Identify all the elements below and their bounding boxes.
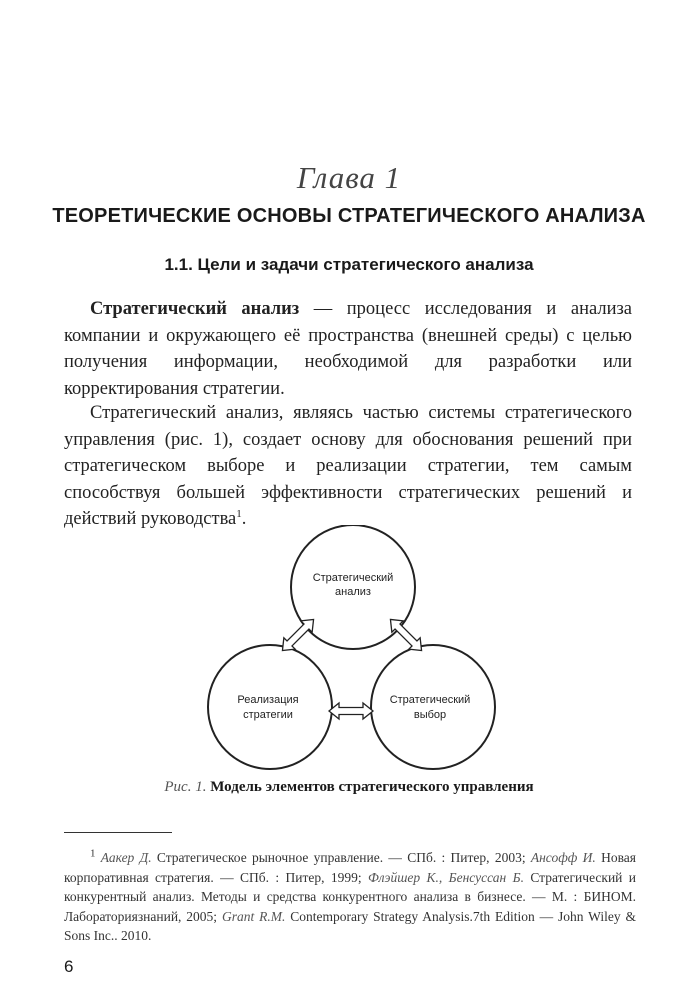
footnote-number: 1 — [90, 847, 96, 860]
role-text: Стратегический анализ, являясь частью системы стратегического управления (рис. 1), создает основу для обоснования решений при стратегическом выборе и реализации стратегии, тем самым способствуя большей эффективности стратегических решений и действий руководства — [64, 403, 632, 529]
section-title: 1.1. Цели и задачи стратегического анализа — [164, 255, 534, 274]
figure-number: Рис. 1. — [164, 779, 207, 795]
footnote-ref-3: Стратегический и конкурентный анализ. Методы и средства конкурентного анализа в бизнесе. — М. : БИНОМ. Лабораториязнаний, 2005; — [64, 869, 637, 924]
footnote-author-4: Grant R.M. — [221, 908, 286, 924]
arrow-implementation-choice — [329, 703, 373, 719]
label-implementation-line2: стратегии — [243, 709, 293, 721]
circle-strategic-choice — [371, 645, 495, 769]
figure-caption — [0, 779, 698, 796]
footnote-ref-2: Новая корпоративная стратегия. — СПб. : Питер, 1999; — [64, 850, 636, 885]
defined-term: Стратегический анализ — [90, 299, 300, 319]
chapter-label: Глава 1 — [296, 160, 402, 195]
management-model-diagram — [0, 525, 698, 770]
label-analysis-line2: анализ — [335, 586, 371, 598]
footnote-author-1: Аакер Д. — [100, 850, 152, 865]
footnote-divider — [64, 832, 172, 833]
label-choice-line2: выбор — [413, 709, 447, 721]
label-implementation-line1: Реализация — [237, 694, 299, 706]
circle-strategy-implementation — [208, 645, 332, 769]
footnote-ref-4: Contemporary Strategy Analysis.7th Edition — John Wiley & Sons Inc.. 2010. — [64, 908, 637, 943]
footnote-author-3: Флэйшер К., Бенсуссан Б. — [367, 869, 524, 885]
chapter-title: ТЕОРЕТИЧЕСКИЕ ОСНОВЫ СТРАТЕГИЧЕСКОГО АНАЛИЗА — [52, 205, 646, 227]
role-text-end: . — [241, 509, 247, 529]
footnote — [64, 848, 636, 946]
label-choice-line1: Стратегический — [389, 694, 471, 706]
footnote-author-2: Ансофф И. — [530, 850, 596, 865]
footnote-ref: 1 — [236, 507, 242, 520]
footnote-ref-1: Стратегическое рыночное управление. — СПб. : Питер, 2003; — [151, 850, 531, 865]
paragraph-role — [64, 400, 632, 533]
page-number: 6 — [64, 957, 74, 976]
label-analysis-line1: Стратегический — [312, 572, 394, 584]
figure-caption-text: Модель элементов стратегического управления — [210, 779, 534, 795]
paragraph-definition — [64, 296, 632, 402]
definition-text: — процесс исследования и анализа компании и окружающего её пространства (внешней среды) с целью получения информации, необходимой для разработки или корректирования стратегии. — [64, 299, 632, 399]
